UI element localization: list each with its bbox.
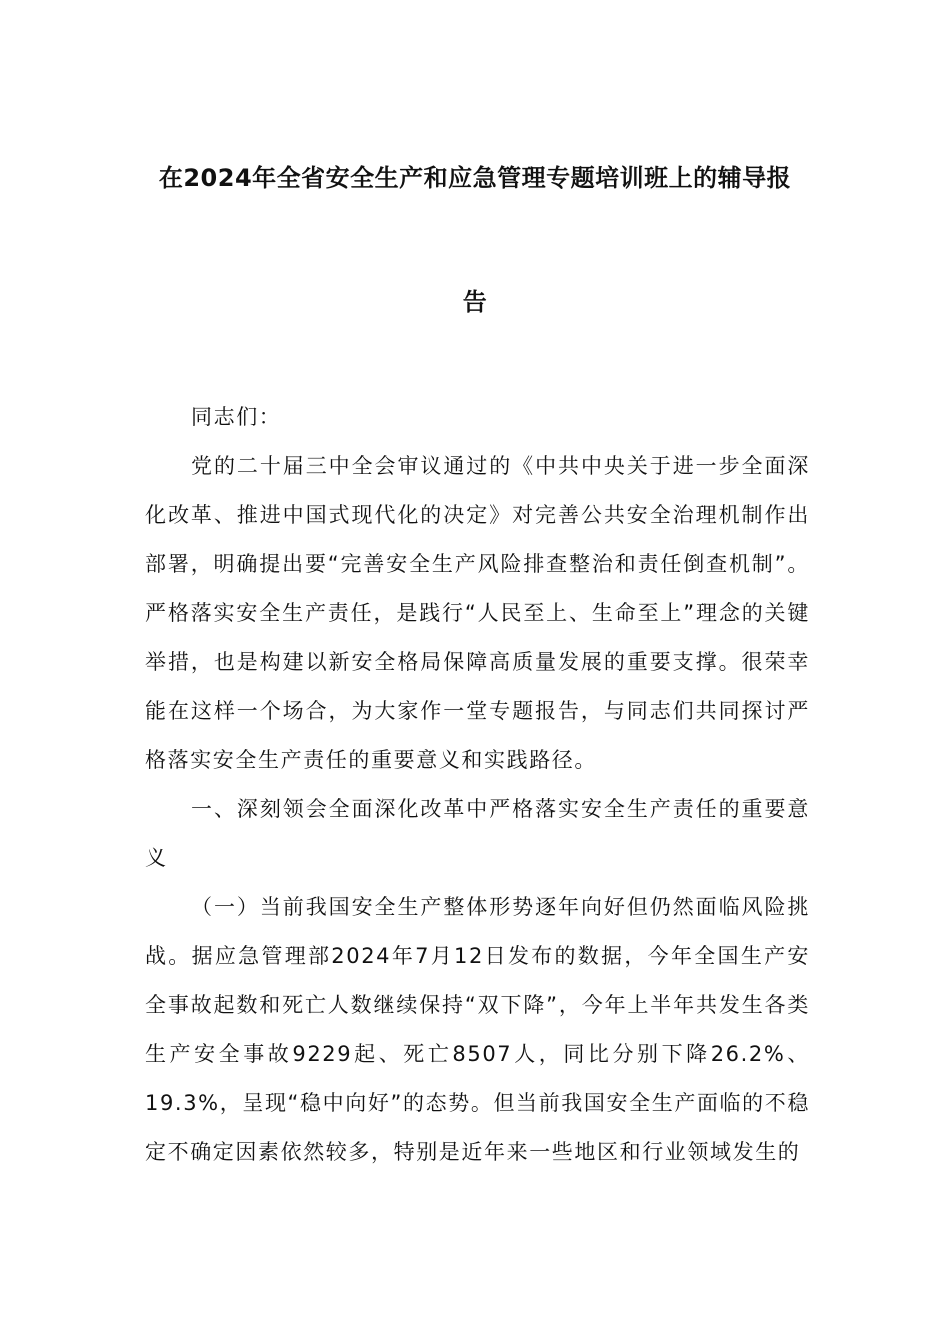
document-title-line-1: 在2024年全省安全生产和应急管理专题培训班上的辅导报 bbox=[158, 164, 792, 192]
section-heading-1: 一、深刻领会全面深化改革中严格落实安全生产责任的重要意义 bbox=[145, 797, 810, 870]
paragraph-intro: 党的二十届三中全会审议通过的《中共中央关于进一步全面深化改革、推进中国式现代化的决定》对完善公共安全治理机制作出部署，明确提出要“完善安全生产风险排查整治和责任倒查机制”。严格落实安全生产责任，是践行“人民至上、生命至上”理念的关键举措，也是构建以新安全格局保障高质量发展的重要支撑。很荣幸能在这样一个场合，为大家作一堂专题报告，与同志们共同探讨严格落实安全生产责任的重要意义和实践路径。 bbox=[145, 454, 810, 772]
salutation: 同志们： bbox=[191, 405, 282, 429]
paragraph-subsection-1: （一）当前我国安全生产整体形势逐年向好但仍然面临风险挑战。据应急管理部2024年7月12日发布的数据，今年全国生产安全事故起数和死亡人数继续保持“双下降”，今年上半年共发生各类生产安全事故9229起、死亡8507人，同比分别下降26.2%、19.3%，呈现“稳中向好”的态势。但当前我国安全生产面临的不稳定不确定因素依然较多，特别是近年来一些地区和行业领域发生的 bbox=[145, 895, 810, 1164]
document-body bbox=[145, 393, 810, 1177]
document-title-line-2: 告 bbox=[462, 288, 488, 316]
